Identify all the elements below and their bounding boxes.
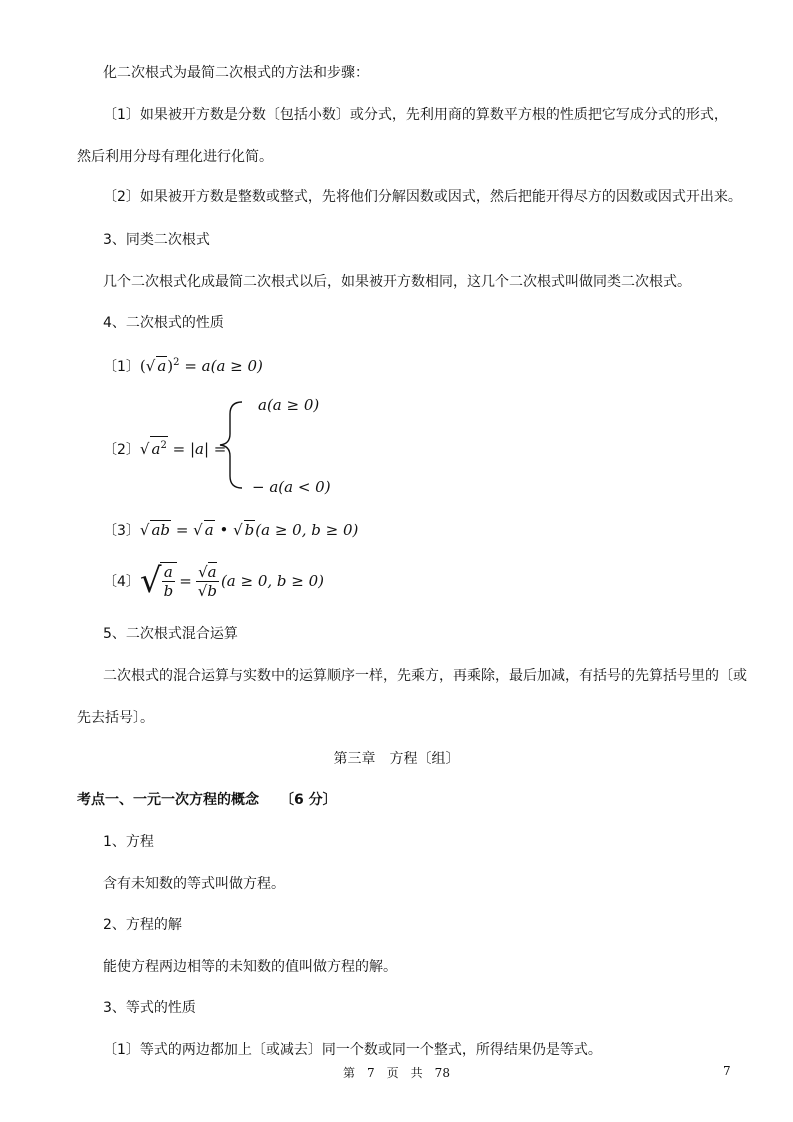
formula-body: √ $\frac{a}{b}$ = $\frac{√a}{√b}$ (a ≥ 0, b ≥ 0) (139, 561, 325, 601)
formula-body: √ ab = √ a • √ b(a ≥ 0, b ≥ 0) (139, 521, 359, 539)
case-1: a(a ≥ 0) (258, 396, 320, 414)
condition: (a ≥ 0, b ≥ 0) (255, 521, 359, 539)
chapter-title: 第三章 方程〔组〕 (333, 751, 460, 767)
text-line: 〔1〕等式的两边都加上〔或减去〕同一个数或同一个整式，所得结果仍是等式。 (103, 1042, 602, 1058)
section-heading: 3、同类二次根式 (103, 232, 210, 248)
section-heading: 2、方程的解 (103, 917, 182, 933)
text-line: 能使方程两边相等的未知数的值叫做方程的解。 (103, 959, 397, 975)
brace-icon (214, 398, 250, 492)
formula-1 (103, 354, 263, 376)
text-line: 然后利用分母有理化进行化简。 (77, 149, 273, 165)
case-2: − a(a < 0) (252, 478, 331, 496)
page-number: 7 (723, 1064, 731, 1078)
page-footer: 第 7 页 共 78 (343, 1066, 450, 1080)
formula-label: 〔2〕 (103, 442, 140, 458)
formula-rhs: = a(a ≥ 0) (184, 357, 263, 375)
condition: (a ≥ 0, b ≥ 0) (220, 572, 325, 590)
equals: = (172, 440, 186, 458)
kaodian-heading: 考点一、一元一次方程的概念 〔6 分〕 (77, 792, 337, 808)
text-line: 〔1〕如果被开方数是分数〔包括小数〕或分式，先利用商的算数平方根的性质把它写成分式的形式， (103, 107, 728, 123)
formula-label: 〔4〕 (103, 574, 140, 590)
formula-4 (103, 556, 324, 606)
formula-body: (√ a)$^2$ = a(a ≥ 0) (139, 357, 263, 375)
text-line: 含有未知数的等式叫做方程。 (103, 876, 285, 892)
text-line: 二次根式的混合运算与实数中的运算顺序一样，先乘方，再乘除，最后加减，有括号的先算括号里的〔或 (103, 668, 747, 684)
section-heading: 1、方程 (103, 834, 154, 850)
section-heading: 4、二次根式的性质 (103, 315, 224, 331)
formula-3 (103, 520, 358, 540)
section-heading: 5、二次根式混合运算 (103, 626, 238, 642)
abs-value: |a| (189, 440, 210, 458)
formula-label: 〔3〕 (103, 523, 140, 539)
formula-label: 〔1〕 (103, 359, 140, 375)
text-line: 先去括号〕。 (77, 710, 154, 726)
text-line: 〔2〕如果被开方数是整数或整式，先将他们分解因数或因式，然后把能开得尽方的因数或因式开出来。 (103, 189, 742, 205)
text-line: 几个二次根式化成最简二次根式以后，如果被开方数相同，这几个二次根式叫做同类二次根式。 (103, 274, 691, 290)
equals: = (213, 440, 227, 458)
text-line: 化二次根式为最简二次根式的方法和步骤： (103, 65, 369, 81)
formula-2 (103, 436, 226, 459)
section-heading: 3、等式的性质 (103, 1000, 196, 1016)
formula-body: √ $a^2 = |a|$ = (140, 440, 226, 458)
